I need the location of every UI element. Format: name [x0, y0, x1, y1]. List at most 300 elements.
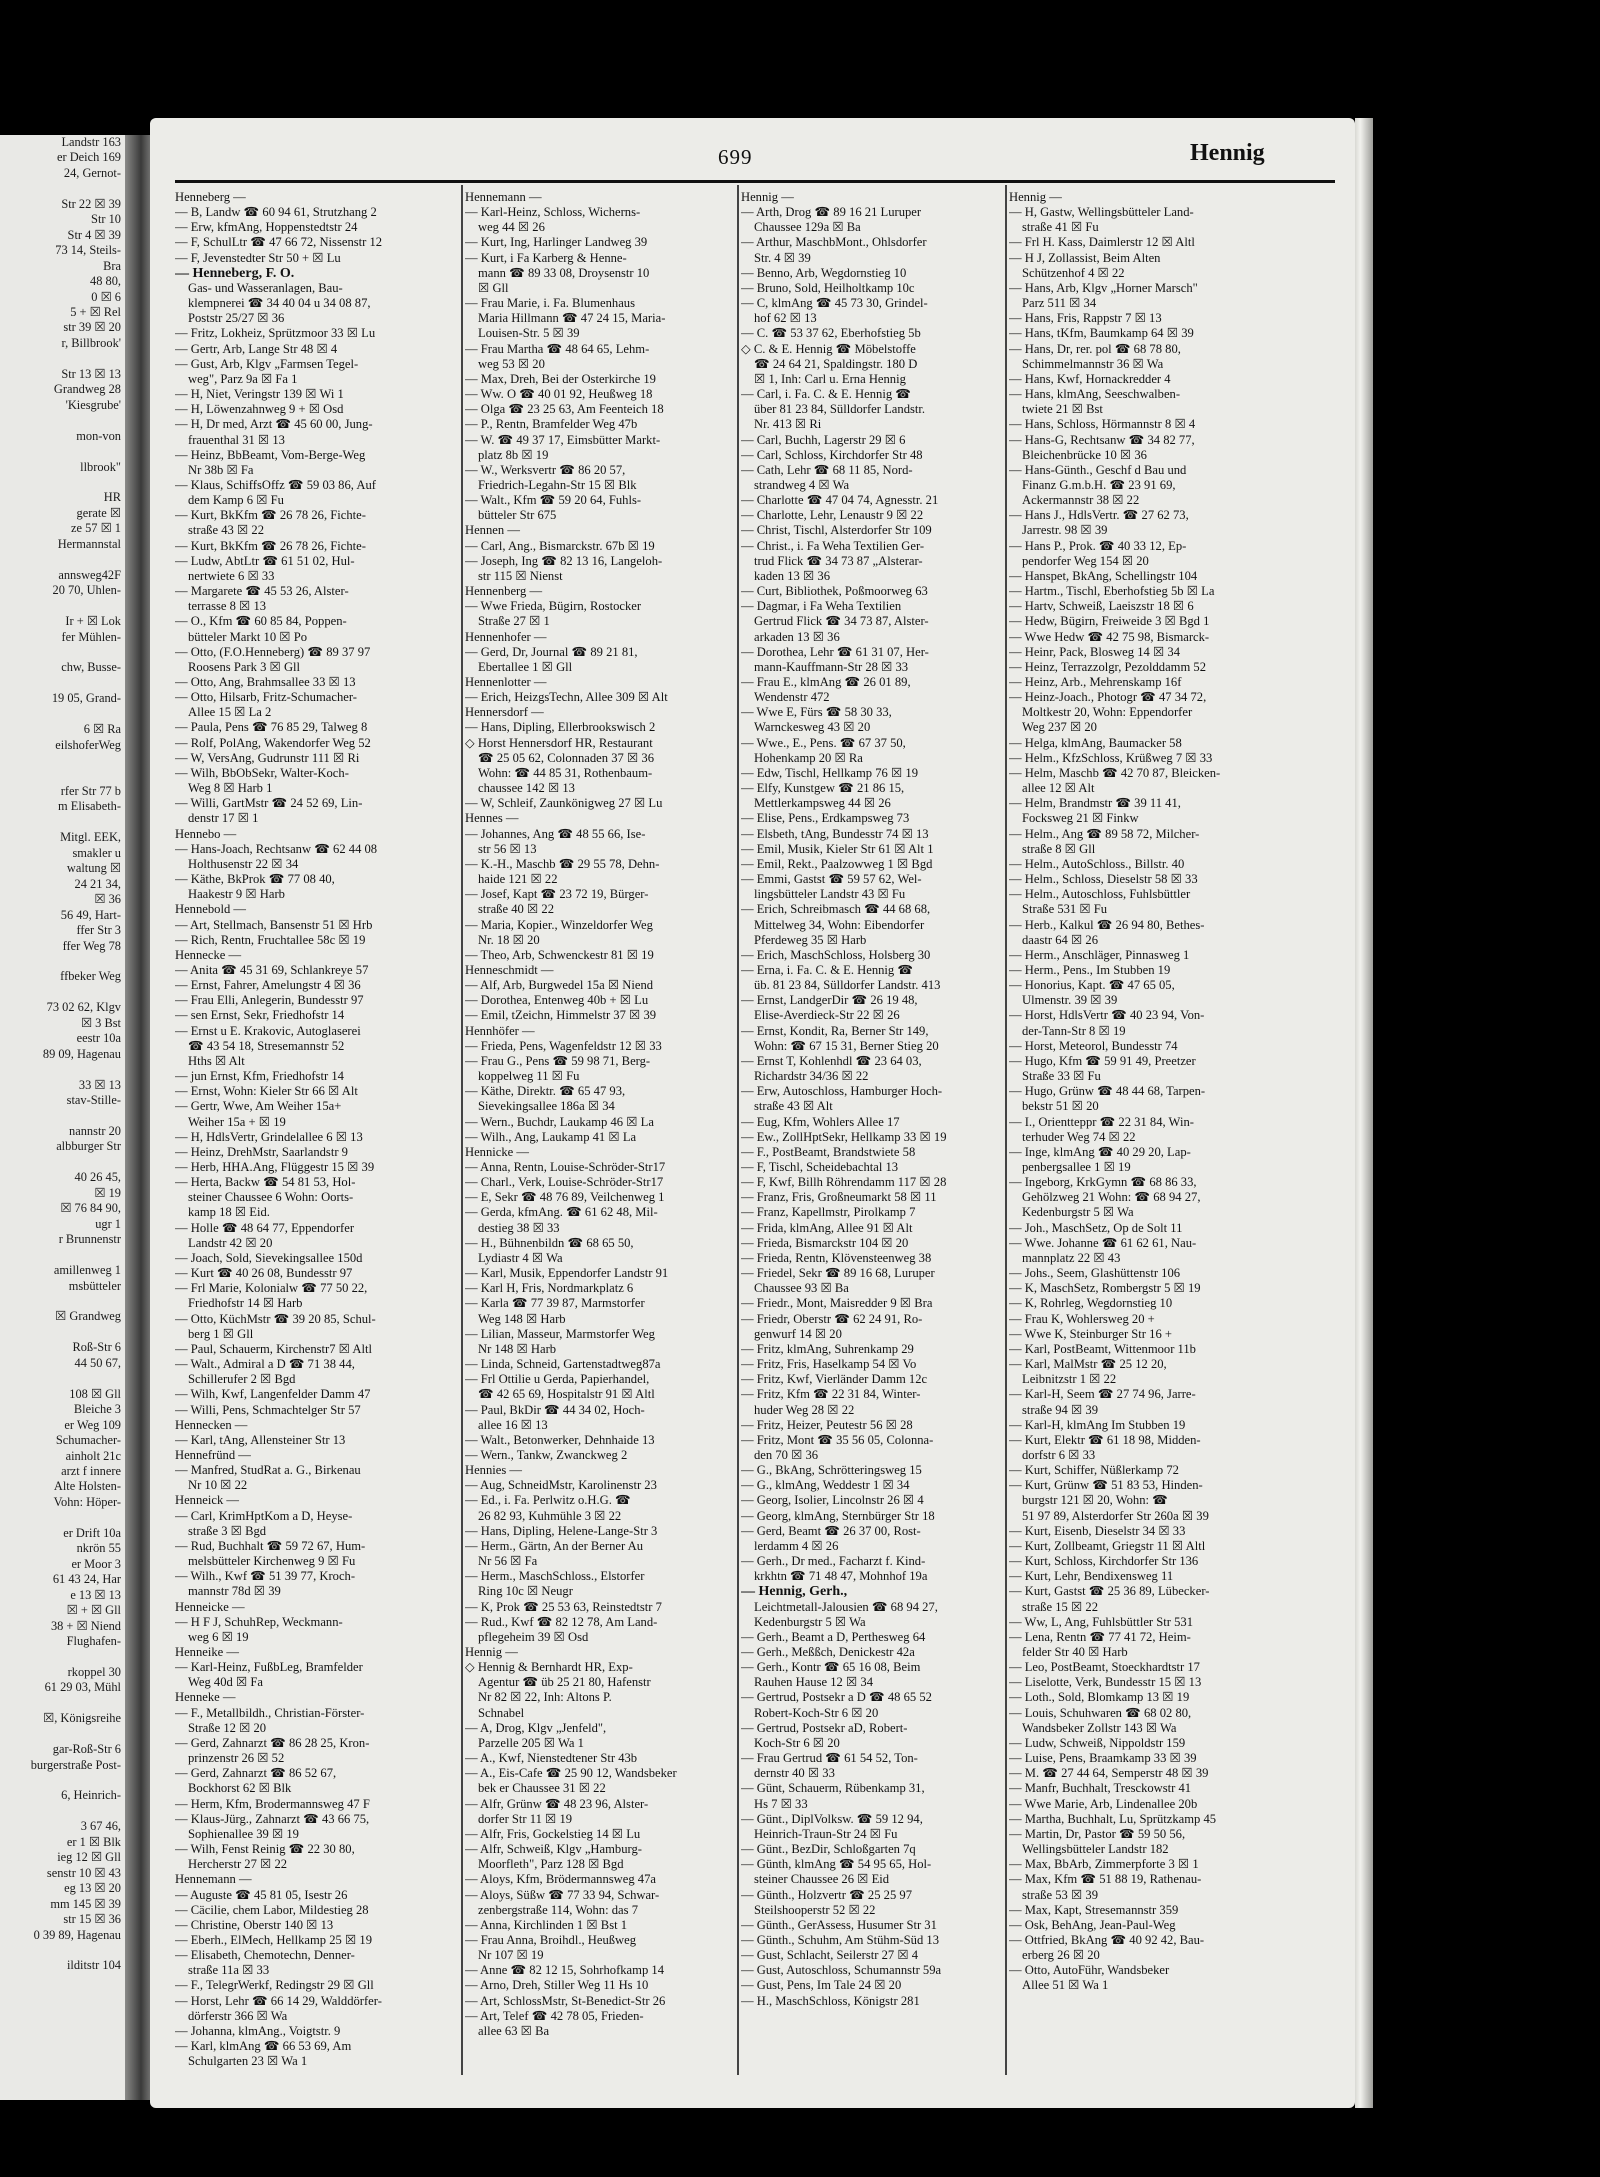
- directory-line: — Käthe, Direktr. ☎ 65 47 93,: [465, 1084, 626, 1099]
- adjacent-page-line: er Drift 10a: [63, 1525, 121, 1540]
- adjacent-page-line: 40 26 45,: [74, 1170, 121, 1185]
- directory-line: — Heinz, Arb., Mehrenskamp 16f: [1009, 675, 1182, 689]
- directory-line: — Charl., Verk, Louise-Schröder-Str17: [465, 1175, 664, 1190]
- directory-line: — Aloys, Süßw ☎ 77 33 94, Schwar-: [465, 1887, 660, 1902]
- directory-line: weg 6 ☒ 19: [188, 1629, 249, 1644]
- adjacent-page-line: er Moor 3: [71, 1556, 121, 1571]
- adjacent-page-line: 24, Gernot-: [63, 165, 121, 180]
- adjacent-page-line: [0, 753, 125, 768]
- directory-line: — Johannes, Ang ☎ 48 55 66, Ise-: [465, 826, 646, 841]
- adjacent-page-line: Alte Holsten-: [53, 1479, 121, 1494]
- directory-line: — Frieda, Bismarckstr 104 ☒ 20: [741, 1235, 909, 1250]
- directory-line: — Frl H. Kass, Daimlerstr 12 ☒ Altl: [1009, 235, 1195, 250]
- directory-line: straße 43 ☒ Alt: [754, 1099, 833, 1114]
- adjacent-page-line: llbrook": [80, 459, 121, 474]
- directory-line: — Gust, Arb, Klgv „Farmsen Tegel-: [175, 356, 359, 371]
- directory-line: Hs 7 ☒ 33: [754, 1796, 808, 1811]
- directory-line: Gehölzweg 21 Wohn: ☎ 68 94 27,: [1022, 1190, 1201, 1205]
- adjacent-page-line: 3 67 46,: [80, 1819, 121, 1834]
- directory-line: — Helm, Brandmstr ☎ 39 11 41,: [1009, 796, 1181, 811]
- directory-line: Pferdeweg 35 ☒ Harb: [754, 932, 867, 947]
- directory-line: — Frieda, Rentn, Klövensteenweg 38: [741, 1250, 932, 1265]
- directory-line: — Elisabeth, Chemotechn, Denner-: [175, 1948, 355, 1963]
- directory-line: lingsbütteler Landstr 43 ☒ Fu: [754, 887, 906, 902]
- directory-line: — Frau K, Wohlersweg 20 +: [1009, 1311, 1155, 1326]
- adjacent-page-line: Str 22 ☒ 39: [61, 196, 121, 211]
- directory-line: — Gust, Pens, Im Tale 24 ☒ 20: [741, 1978, 902, 1993]
- directory-line: Hennebo —: [175, 826, 237, 841]
- directory-line: Hennefründ —: [175, 1447, 251, 1462]
- directory-line: — H, HdlsVertr, Grindelallee 6 ☒ 13: [175, 1129, 363, 1144]
- directory-line: — Hans, Dr, rer. pol ☎ 68 78 80,: [1009, 341, 1181, 356]
- directory-line: — Max, Dreh, Bei der Osterkirche 19: [465, 371, 656, 386]
- directory-line: — Frau Gertrud ☎ 61 54 52, Ton-: [741, 1751, 918, 1766]
- directory-line: Henneschmidt —: [465, 962, 554, 977]
- directory-line: — Elfy, Kunstgew ☎ 21 86 15,: [741, 781, 905, 796]
- directory-line: — Dagmar, i Fa Weha Textilien: [741, 599, 902, 614]
- adjacent-page-line: ☒ 19: [94, 1185, 121, 1200]
- directory-line: — H., Bühnenbildn ☎ 68 65 50,: [465, 1235, 634, 1250]
- directory-line: Hennig —: [465, 1645, 518, 1659]
- directory-line: — W., Werksvertr ☎ 86 20 57,: [465, 462, 626, 477]
- header-rule: [175, 180, 1335, 183]
- directory-line: — Helm., AutoSchloss., Billstr. 40: [1009, 856, 1185, 871]
- directory-line: — Heinz, BbBeamt, Vom-Berge-Weg: [175, 447, 366, 462]
- adjacent-page-line: eilshoferWeg: [55, 737, 121, 752]
- directory-line: — Ernst, Wohn: Kieler Str 66 ☒ Alt: [175, 1084, 358, 1099]
- directory-line: — Wilh, Kwf, Langenfelder Damm 47: [175, 1387, 371, 1402]
- directory-line: — Carl, Ang., Bismarckstr. 67b ☒ 19: [465, 538, 655, 553]
- directory-line: — Frau Elli, Anlegerin, Bundesstr 97: [175, 993, 364, 1008]
- directory-line: — Arthur, MaschbMont., Ohlsdorfer: [741, 235, 927, 250]
- directory-line: — Erw, kfmAng, Hoppenstedtstr 24: [175, 220, 358, 235]
- adjacent-page-line: albburger Str: [56, 1139, 121, 1154]
- adjacent-page-strip: [0, 135, 125, 2100]
- directory-line: — Hedw, Bügirn, Freiweide 3 ☒ Bgd 1: [1009, 614, 1210, 629]
- directory-line: — K.-H., Maschb ☎ 29 55 78, Dehn-: [465, 856, 660, 871]
- directory-line: terrasse 8 ☒ 13: [188, 599, 267, 614]
- directory-line: — Benno, Arb, Wegdornstieg 10: [741, 265, 907, 280]
- directory-line: — B, Landw ☎ 60 94 61, Strutzhang 2: [175, 205, 377, 220]
- directory-line: trud Flick ☎ 34 73 87 „Alsterar-: [754, 553, 923, 568]
- directory-line: — Max, BbArb, Zimmerpforte 3 ☒ 1: [1009, 1857, 1199, 1872]
- directory-line: — Joach, Sold, Sievekingsallee 150d: [175, 1250, 363, 1265]
- directory-line: mann-Kauffmann-Str 28 ☒ 33: [754, 659, 909, 674]
- directory-line: — Wwe. Johanne ☎ 61 62 61, Nau-: [1009, 1235, 1197, 1250]
- directory-line: Nr 56 ☒ Fa: [478, 1554, 538, 1569]
- directory-line: straße 41 ☒ Fu: [1022, 220, 1099, 235]
- directory-line: — Günth, klmAng ☎ 54 95 65, Hol-: [741, 1857, 932, 1872]
- directory-line: — Gerh., Dr med., Facharzt f. Kind-: [741, 1554, 926, 1569]
- directory-line: — Erich, Schreibmasch ☎ 44 68 68,: [741, 902, 931, 917]
- directory-line: — Frl Ottilie u Gerda, Papierhandel,: [465, 1372, 650, 1387]
- directory-line: — Kurt, Schiffer, Nüßlerkamp 72: [1009, 1463, 1179, 1478]
- directory-line: Weiher 15a + ☒ 19: [188, 1114, 286, 1129]
- directory-column-2: [465, 190, 735, 2075]
- directory-line: Gertrud Flick ☎ 34 73 87, Alster-: [754, 614, 929, 629]
- directory-line: — Manfr, Buchhalt, Tresckowstr 41: [1009, 1781, 1192, 1796]
- adjacent-page-line: Landstr 163: [61, 135, 121, 149]
- directory-line: Henneick —: [175, 1493, 239, 1508]
- adjacent-page-line: Vohn: Höper-: [53, 1494, 121, 1509]
- adjacent-page-line: 0 39 89, Hagenau: [33, 1927, 121, 1942]
- directory-line: — Karl H, Fris, Nordmarkplatz 6: [465, 1281, 634, 1296]
- adjacent-page-line: stav-Stille-: [66, 1093, 121, 1108]
- directory-line: — Paula, Pens ☎ 76 85 29, Talweg 8: [175, 720, 368, 735]
- directory-line: — Emil, Musik, Kieler Str 61 ☒ Alt 1: [741, 841, 934, 856]
- directory-line: — Hans-Joach, Rechtsanw ☎ 62 44 08: [175, 841, 378, 856]
- directory-line: — Emil, tZeichn, Himmelstr 37 ☒ 39: [465, 1008, 657, 1023]
- directory-line: — Josef, Kapt ☎ 23 72 19, Bürger-: [465, 887, 649, 902]
- directory-line: — Fritz, Heizer, Peutestr 56 ☒ 28: [741, 1417, 913, 1432]
- directory-line: — Helm, Maschb ☎ 42 70 87, Bleicken-: [1009, 765, 1221, 780]
- directory-line: — Fritz, Lokheiz, Sprützmoor 33 ☒ Lu: [175, 326, 376, 341]
- directory-line: Gas- und Wasseranlagen, Bau-: [188, 280, 343, 295]
- directory-line: — Loth., Sold, Blomkamp 13 ☒ 19: [1009, 1690, 1190, 1705]
- column-divider: [461, 185, 463, 2075]
- directory-line: — Lena, Rentn ☎ 77 41 72, Heim-: [1009, 1629, 1191, 1644]
- directory-line: — H, Dr med, Arzt ☎ 45 60 00, Jung-: [175, 417, 373, 432]
- directory-line: Weg 8 ☒ Harb 1: [188, 781, 273, 796]
- directory-line: den 70 ☒ 36: [754, 1447, 819, 1462]
- directory-line: — Frau Marie, i. Fa. Blumenhaus: [465, 296, 635, 311]
- directory-line: Haakestr 9 ☒ Harb: [188, 887, 285, 902]
- directory-line: — Martin, Dr, Pastor ☎ 59 50 56,: [1009, 1826, 1186, 1841]
- directory-line: — Anna, Rentn, Louise-Schröder-Str17: [465, 1160, 666, 1174]
- directory-line: — Hugo, Kfm ☎ 59 91 49, Preetzer: [1009, 1053, 1196, 1068]
- directory-column-1: [175, 190, 457, 2075]
- directory-line: ☎ 42 65 69, Hospitalstr 91 ☒ Altl: [478, 1387, 655, 1402]
- adjacent-page-line: ☒ Grandweg: [55, 1309, 121, 1324]
- directory-line: — A, Drog, Klgv „Jenfeld",: [465, 1720, 607, 1735]
- directory-line: — Carl, Schloss, Kirchdorfer Str 48: [741, 447, 923, 462]
- directory-line: platz 8b ☒ 19: [478, 447, 549, 462]
- directory-line: — Ludw, AbtLtr ☎ 61 51 02, Hul-: [175, 553, 355, 568]
- directory-line: — Aloys, Kfm, Brödermannsweg 47a: [465, 1872, 656, 1887]
- directory-line: Wandsbeker Zollstr 143 ☒ Wa: [1022, 1720, 1177, 1735]
- adjacent-page-line: 73 02 62, Klgv: [46, 1000, 121, 1015]
- directory-line: Leichtmetall-Jalousien ☎ 68 94 27,: [754, 1599, 938, 1614]
- directory-line: — Rud, Buchhalt ☎ 59 72 67, Hum-: [175, 1538, 366, 1553]
- adjacent-page-line: 89 09, Hagenau: [42, 1046, 121, 1061]
- adjacent-page-line: [0, 1062, 125, 1077]
- directory-line: — Max, Kfm ☎ 51 88 19, Rathenau-: [1009, 1872, 1202, 1887]
- directory-line: Str. 4 ☒ 39: [754, 250, 811, 265]
- adjacent-page-line: r, Billbrook': [61, 335, 121, 350]
- directory-line: — C. ☎ 53 37 62, Eberhofstieg 5b: [741, 326, 921, 341]
- directory-line: Focksweg 21 ☒ Finkw: [1022, 811, 1139, 826]
- directory-line: — Frau Martha ☎ 48 64 65, Lehm-: [465, 341, 650, 356]
- adjacent-page-line: 56 49, Hart-: [60, 907, 121, 922]
- adjacent-page-line: nannstr 20: [69, 1124, 121, 1138]
- directory-line: straße 8 ☒ Gll: [1022, 841, 1096, 856]
- directory-line: Hennenhofer —: [465, 629, 547, 644]
- directory-line: Hennemann —: [465, 190, 542, 204]
- directory-line: — Edw, Tischl, Hellkamp 76 ☒ 19: [741, 765, 918, 780]
- directory-line: — Klaus, SchiffsOffz ☎ 59 03 86, Auf: [175, 477, 376, 492]
- directory-line: — Friedel, Sekr ☎ 89 16 68, Luruper: [741, 1266, 935, 1281]
- directory-line: — Ww. O ☎ 40 01 92, Heußweg 18: [465, 387, 653, 402]
- directory-line: — Günt., DiplVolksw. ☎ 59 12 94,: [741, 1811, 923, 1826]
- directory-line: — Erich, HeizgsTechn, Allee 309 ☒ Alt: [465, 690, 668, 705]
- directory-line: straße 43 ☒ 22: [188, 523, 264, 538]
- adjacent-page-line: 20 70, Uhlen-: [52, 583, 121, 598]
- adjacent-page-line: Grandweg 28: [53, 382, 121, 397]
- directory-line: Straße 531 ☒ Fu: [1022, 902, 1108, 917]
- adjacent-page-line: ainholt 21c: [65, 1448, 121, 1463]
- directory-line: penbergsallee 1 ☒ 19: [1022, 1160, 1131, 1174]
- directory-line: — Carl, KrimHptKom a D, Heyse-: [175, 1508, 353, 1523]
- directory-line: — Auguste ☎ 45 81 05, Isestr 26: [175, 1887, 348, 1902]
- directory-line: — Günth., Schuhm, Am Stühm-Süd 13: [741, 1932, 940, 1947]
- directory-line: — Cäcilie, chem Labor, Mildestieg 28: [175, 1902, 369, 1917]
- directory-line: Schillerufer 2 ☒ Bgd: [188, 1372, 296, 1387]
- directory-line: — Hans, Arb, Klgv „Horner Marsch": [1009, 280, 1198, 295]
- directory-line: — Karl-H, Seem ☎ 27 74 96, Jarre-: [1009, 1387, 1196, 1402]
- directory-line: — Elise, Pens., Erdkampsweg 73: [741, 811, 910, 826]
- directory-line: weg", Parz 9a ☒ Fa 1: [188, 371, 298, 386]
- adjacent-page-line: ieg 12 ☒ Gll: [57, 1850, 121, 1865]
- directory-line: — Eberh., ElMech, Hellkamp 25 ☒ 19: [175, 1932, 373, 1947]
- directory-line: frauenthal 31 ☒ 13: [188, 432, 285, 447]
- directory-line: — Kurt, Elektr ☎ 61 18 98, Midden-: [1009, 1432, 1201, 1447]
- directory-line: — Christ., i. Fa Weha Textilien Ger-: [741, 538, 925, 553]
- directory-line: — Günt, Schauerm, Rübenkamp 31,: [741, 1781, 925, 1796]
- directory-line: Sievekingsallee 186a ☒ 34: [478, 1099, 615, 1114]
- directory-line: — Ingeborg, KrkGymn ☎ 68 86 33,: [1009, 1175, 1197, 1190]
- directory-line: — Anita ☎ 45 31 69, Schlankreye 57: [175, 962, 369, 977]
- directory-line: — Kurt, Eisenb, Dieselstr 34 ☒ 33: [1009, 1523, 1186, 1538]
- adjacent-page-line: 48 80,: [90, 274, 121, 289]
- directory-line: — Frieda, Pens, Wagenfeldstr 12 ☒ 33: [465, 1038, 662, 1053]
- adjacent-page-line: [0, 1696, 125, 1711]
- directory-line: Straße 12 ☒ 20: [188, 1720, 267, 1735]
- adjacent-page-line: [0, 954, 125, 969]
- directory-line: — Kurt, Zollbeamt, Griegstr 11 ☒ Altl: [1009, 1538, 1206, 1553]
- directory-line: — Paul, BkDir ☎ 44 34 02, Hoch-: [465, 1402, 645, 1417]
- directory-line: zenbergstraße 114, Wohn: das 7: [478, 1902, 638, 1917]
- directory-line: — K, MaschSetz, Rombergstr 5 ☒ 19: [1009, 1281, 1201, 1296]
- adjacent-page-line: Str 13 ☒ 13: [61, 366, 121, 381]
- directory-line: — Ludw, Schweiß, Nippoldstr 159: [1009, 1735, 1186, 1750]
- directory-line: Leibnitzstr 1 ☒ 22: [1022, 1372, 1117, 1387]
- directory-column-3: [741, 190, 1003, 2075]
- adjacent-page-line: [0, 769, 125, 784]
- adjacent-page-line: [0, 1804, 125, 1819]
- directory-line: — Horst, Meteorol, Bundesstr 74: [1009, 1038, 1178, 1053]
- directory-line: — Friedr., Mont, Maisredder 9 ☒ Bra: [741, 1296, 933, 1311]
- directory-line: — F., TelegrWerkf, Redingstr 29 ☒ Gll: [175, 1978, 374, 1993]
- adjacent-page-line: [0, 985, 125, 1000]
- directory-line: Hennersdorf —: [465, 705, 544, 720]
- directory-line: — Günth., Holzvertr ☎ 25 25 97: [741, 1887, 912, 1902]
- directory-line: — Lilian, Masseur, Marmstorfer Weg: [465, 1326, 655, 1341]
- column-divider: [1005, 185, 1007, 2075]
- directory-line: — Georg, klmAng, Sternbürger Str 18: [741, 1508, 935, 1523]
- directory-line: — H, Löwenzahnweg 9 + ☒ Osd: [175, 402, 344, 417]
- directory-line: — Wwe K, Steinburger Str 16 +: [1009, 1326, 1172, 1341]
- directory-line: — Wwe Hedw ☎ 42 75 98, Bismarck-: [1009, 629, 1210, 644]
- directory-line: dorfstr 6 ☒ 33: [1022, 1447, 1096, 1462]
- directory-line: — Hans, Schloss, Hörmannstr 8 ☒ 4: [1009, 417, 1196, 432]
- adjacent-page-line: str 15 ☒ 36: [63, 1912, 121, 1927]
- directory-line: — Klaus-Jürg., Zahnarzt ☎ 43 66 75,: [175, 1811, 370, 1826]
- directory-line: dernstr 40 ☒ 33: [754, 1766, 835, 1781]
- directory-line: mannstr 78d ☒ 39: [188, 1584, 281, 1599]
- directory-line: Lydiastr 4 ☒ Wa: [478, 1250, 563, 1265]
- directory-line: — Rud., Kwf ☎ 82 12 78, Am Land-: [465, 1614, 658, 1629]
- directory-line: — F, SchulLtr ☎ 47 66 72, Nissenstr 12: [175, 235, 383, 250]
- directory-line: — A., Eis-Cafe ☎ 25 90 12, Wandsbeker: [465, 1766, 677, 1781]
- directory-line: — Rich, Rentn, Fruchtallee 58c ☒ 19: [175, 932, 366, 947]
- adjacent-page-line: [0, 1155, 125, 1170]
- directory-line: Kedenburgstr 5 ☒ Wa: [754, 1614, 866, 1629]
- directory-line: — Theo, Arb, Schwenckestr 81 ☒ 19: [465, 947, 654, 962]
- directory-line: Hennemann —: [175, 1872, 252, 1887]
- directory-line: — Hans-Günth., Geschf d Bau und: [1009, 462, 1187, 477]
- directory-line: mannplatz 22 ☒ 43: [1022, 1250, 1121, 1265]
- directory-line: Hennecke —: [175, 947, 242, 962]
- directory-line: — F, Tischl, Scheidebachtal 13: [741, 1160, 899, 1174]
- directory-line: — Herm, Kfm, Brodermannsweg 47 F: [175, 1796, 370, 1811]
- directory-line: üb. 81 23 84, Sülldorfer Landstr. 413: [754, 978, 941, 993]
- directory-line: — G., klmAng, Weddestr 1 ☒ 34: [741, 1478, 910, 1493]
- directory-line: Nr 38b ☒ Fa: [188, 462, 254, 477]
- directory-line: — Karl-Heinz, FußbLeg, Bramfelder: [175, 1660, 363, 1675]
- adjacent-page-line: smakler u: [72, 845, 121, 860]
- directory-line: — Wilh., Ang, Laukamp 41 ☒ La: [465, 1129, 637, 1144]
- directory-line: — Horst, HdlsVertr ☎ 40 23 94, Von-: [1009, 1008, 1205, 1023]
- adjacent-page-line: annsweg42F: [58, 567, 121, 582]
- directory-line: Mettlerkampsweg 44 ☒ 26: [754, 796, 891, 811]
- directory-line: — Kurt ☎ 40 26 08, Bundesstr 97: [175, 1266, 353, 1281]
- directory-line: Straße 33 ☒ Fu: [1022, 1069, 1101, 1084]
- directory-line: — A., Kwf, Nienstedtener Str 43b: [465, 1751, 638, 1766]
- directory-line: — Martha, Buchhalt, Lu, Sprützkamp 45: [1009, 1811, 1217, 1826]
- directory-line: — Walt., Admiral a D ☎ 71 38 44,: [175, 1357, 355, 1372]
- directory-line: — Karl, Musik, Eppendorfer Landstr 91: [465, 1266, 669, 1281]
- directory-line: — Otto, Hilsarb, Fritz-Schumacher-: [175, 690, 357, 705]
- directory-line: kamp 18 ☒ Eid.: [188, 1205, 270, 1220]
- directory-line: — Arth, Drog ☎ 89 16 21 Luruper: [741, 205, 922, 220]
- adjacent-page-line: ☒ 36: [94, 892, 121, 907]
- directory-line: ◇ Hennig & Bernhardt HR, Exp-: [465, 1660, 633, 1675]
- directory-line: lerdamm 4 ☒ 26: [754, 1538, 839, 1553]
- directory-line: dem Kamp 6 ☒ Fu: [188, 493, 284, 508]
- directory-line: — Ew., ZollHptSekr, Hellkamp 33 ☒ 19: [741, 1129, 947, 1144]
- directory-line: — Gertrud, Postsekr a D ☎ 48 65 52: [741, 1690, 932, 1705]
- directory-line: — H, Gastw, Wellingsbütteler Land-: [1009, 205, 1194, 220]
- directory-line: Finanz G.m.b.H. ☎ 23 91 69,: [1022, 477, 1176, 492]
- directory-line: Hennenlotter —: [465, 675, 547, 689]
- directory-line: arkaden 13 ☒ 36: [754, 629, 840, 644]
- directory-line: — Anne ☎ 82 12 15, Sohrhofkamp 14: [465, 1963, 664, 1978]
- directory-line: — Frau G., Pens ☎ 59 98 71, Berg-: [465, 1053, 651, 1068]
- directory-line: Schulgarten 23 ☒ Wa 1: [188, 2054, 308, 2069]
- directory-line: — Günth., GerAssess, Husumer Str 31: [741, 1917, 937, 1932]
- directory-line: huder Weg 28 ☒ 22: [754, 1402, 855, 1417]
- column-divider: [737, 185, 739, 2075]
- directory-line: Allee 51 ☒ Wa 1: [1022, 1978, 1109, 1993]
- adjacent-page-line: Mitgl. EEK,: [60, 830, 121, 845]
- adjacent-page-line: [0, 1294, 125, 1309]
- directory-line: — Ottfried, BkAng ☎ 40 92 42, Bau-: [1009, 1932, 1205, 1947]
- directory-line: — Georg, Isolier, Lincolnstr 26 ☒ 4: [741, 1493, 924, 1508]
- directory-line: Hercherstr 27 ☒ 22: [188, 1857, 288, 1872]
- directory-line: Ulmenstr. 39 ☒ 39: [1022, 993, 1118, 1008]
- adjacent-page-line: ilditstr 104: [66, 1958, 121, 1973]
- directory-line: — Hans, Dipling, Helene-Lange-Str 3: [465, 1523, 658, 1538]
- directory-line: ☎ 24 64 21, Spaldingstr. 180 D: [754, 356, 918, 371]
- directory-line: — Ww, L, Ang, Fuhlsbüttler Str 531: [1009, 1614, 1194, 1629]
- directory-line: — Helm., KfzSchloss, Krüßweg 7 ☒ 33: [1009, 750, 1213, 765]
- directory-line: ☒ 1, Inh: Carl u. Erna Hennig: [754, 371, 906, 386]
- directory-line: Nr. 413 ☒ Ri: [754, 417, 822, 432]
- directory-line: — Wwe., E., Pens. ☎ 67 37 50,: [741, 735, 906, 750]
- directory-line: Nr 82 ☒ 22, Inh: Altons P.: [478, 1690, 612, 1705]
- directory-line: Ring 10c ☒ Neugr: [478, 1584, 573, 1599]
- directory-line: — Arno, Dreh, Stiller Weg 11 Hs 10: [465, 1978, 649, 1993]
- directory-line: Hennig —: [741, 190, 794, 204]
- adjacent-page-line: [0, 1510, 125, 1525]
- directory-line: Hennies —: [465, 1463, 523, 1478]
- directory-line: krkhtn ☎ 71 48 47, Mohnhof 19a: [754, 1569, 928, 1584]
- directory-line: ◇ C. & E. Hennig ☎ Möbelstoffe: [741, 341, 916, 356]
- adjacent-page-line: Ir + ☒ Lok: [65, 614, 121, 629]
- adjacent-page-line: rfer Str 77 b: [60, 784, 121, 799]
- directory-line: — Wilh, BbObSekr, Walter-Koch-: [175, 765, 349, 780]
- directory-line: koppelweg 11 ☒ Fu: [478, 1069, 580, 1084]
- directory-line: genwurf 14 ☒ 20: [754, 1326, 842, 1341]
- directory-line: hof 62 ☒ 13: [754, 311, 817, 326]
- adjacent-page-line: er Weg 109: [64, 1417, 121, 1432]
- directory-line: — Herm., MaschSchloss., Elstorfer: [465, 1569, 645, 1584]
- adjacent-page-line: gar-Roß-Str 6: [52, 1742, 121, 1757]
- directory-line: — Wilh, Fenst Reinig ☎ 22 30 80,: [175, 1842, 355, 1857]
- directory-line: — Maria, Kopier., Winzeldorfer Weg: [465, 917, 653, 932]
- directory-line: — H., MaschSchloss, Königstr 281: [741, 1993, 920, 2008]
- directory-line: chaussee 142 ☒ 13: [478, 781, 575, 796]
- directory-line: — Johanna, klmAng., Voigtstr. 9: [175, 2023, 341, 2038]
- directory-line: — Cath, Lehr ☎ 68 11 85, Nord-: [741, 462, 913, 477]
- directory-line: — Hans, Dipling, Ellerbrookswisch 2: [465, 720, 656, 735]
- directory-line: — Dorothea, Lehr ☎ 61 31 07, Her-: [741, 644, 929, 659]
- directory-line: — Johs., Seem, Glashüttenstr 106: [1009, 1266, 1181, 1281]
- directory-line: daastr 64 ☒ 26: [1022, 932, 1098, 947]
- directory-line: — Alfr, Fris, Gockelstieg 14 ☒ Lu: [465, 1826, 641, 1841]
- directory-line: — Horst, Lehr ☎ 66 14 29, Walddörfer-: [175, 1993, 382, 2008]
- directory-line: — Gertr, Wwe, Am Weiher 15a+: [175, 1099, 342, 1114]
- adjacent-page-line: Bleiche 3: [73, 1402, 121, 1417]
- directory-line: — Gerd, Zahnarzt ☎ 86 28 25, Kron-: [175, 1735, 370, 1750]
- directory-line: — Karl-H, klmAng Im Stubben 19: [1009, 1417, 1186, 1432]
- directory-line: Rauhen Hause 12 ☒ 34: [754, 1675, 874, 1690]
- adjacent-page-line: ffbeker Weg: [60, 969, 121, 984]
- directory-line: Agentur ☎ üb 25 21 80, Hafenstr: [478, 1675, 651, 1690]
- directory-line: burgstr 121 ☒ 20, Wohn: ☎: [1022, 1493, 1168, 1508]
- directory-line: — Erw, Autoschloss, Hamburger Hoch-: [741, 1084, 943, 1099]
- directory-line: — Alfr, Schweiß, Klgv „Hamburg-: [465, 1842, 642, 1857]
- directory-line: Roosens Park 3 ☒ Gll: [188, 659, 301, 674]
- adjacent-page-line: [0, 1773, 125, 1788]
- directory-line: — Frau E., klmAng ☎ 26 01 89,: [741, 675, 911, 689]
- directory-line: der-Tann-Str 8 ☒ 19: [1022, 1023, 1126, 1038]
- directory-line: — Eug, Kfm, Wohlers Allee 17: [741, 1114, 900, 1129]
- directory-line: — F, Kwf, Billh Röhrendamm 117 ☒ 28: [741, 1175, 947, 1190]
- directory-line: straße 11a ☒ 33: [188, 1963, 270, 1978]
- directory-line: — Otto, AutoFühr, Wandsbeker: [1009, 1963, 1170, 1978]
- directory-line: Schimmelmannstr 36 ☒ Wa: [1022, 356, 1164, 371]
